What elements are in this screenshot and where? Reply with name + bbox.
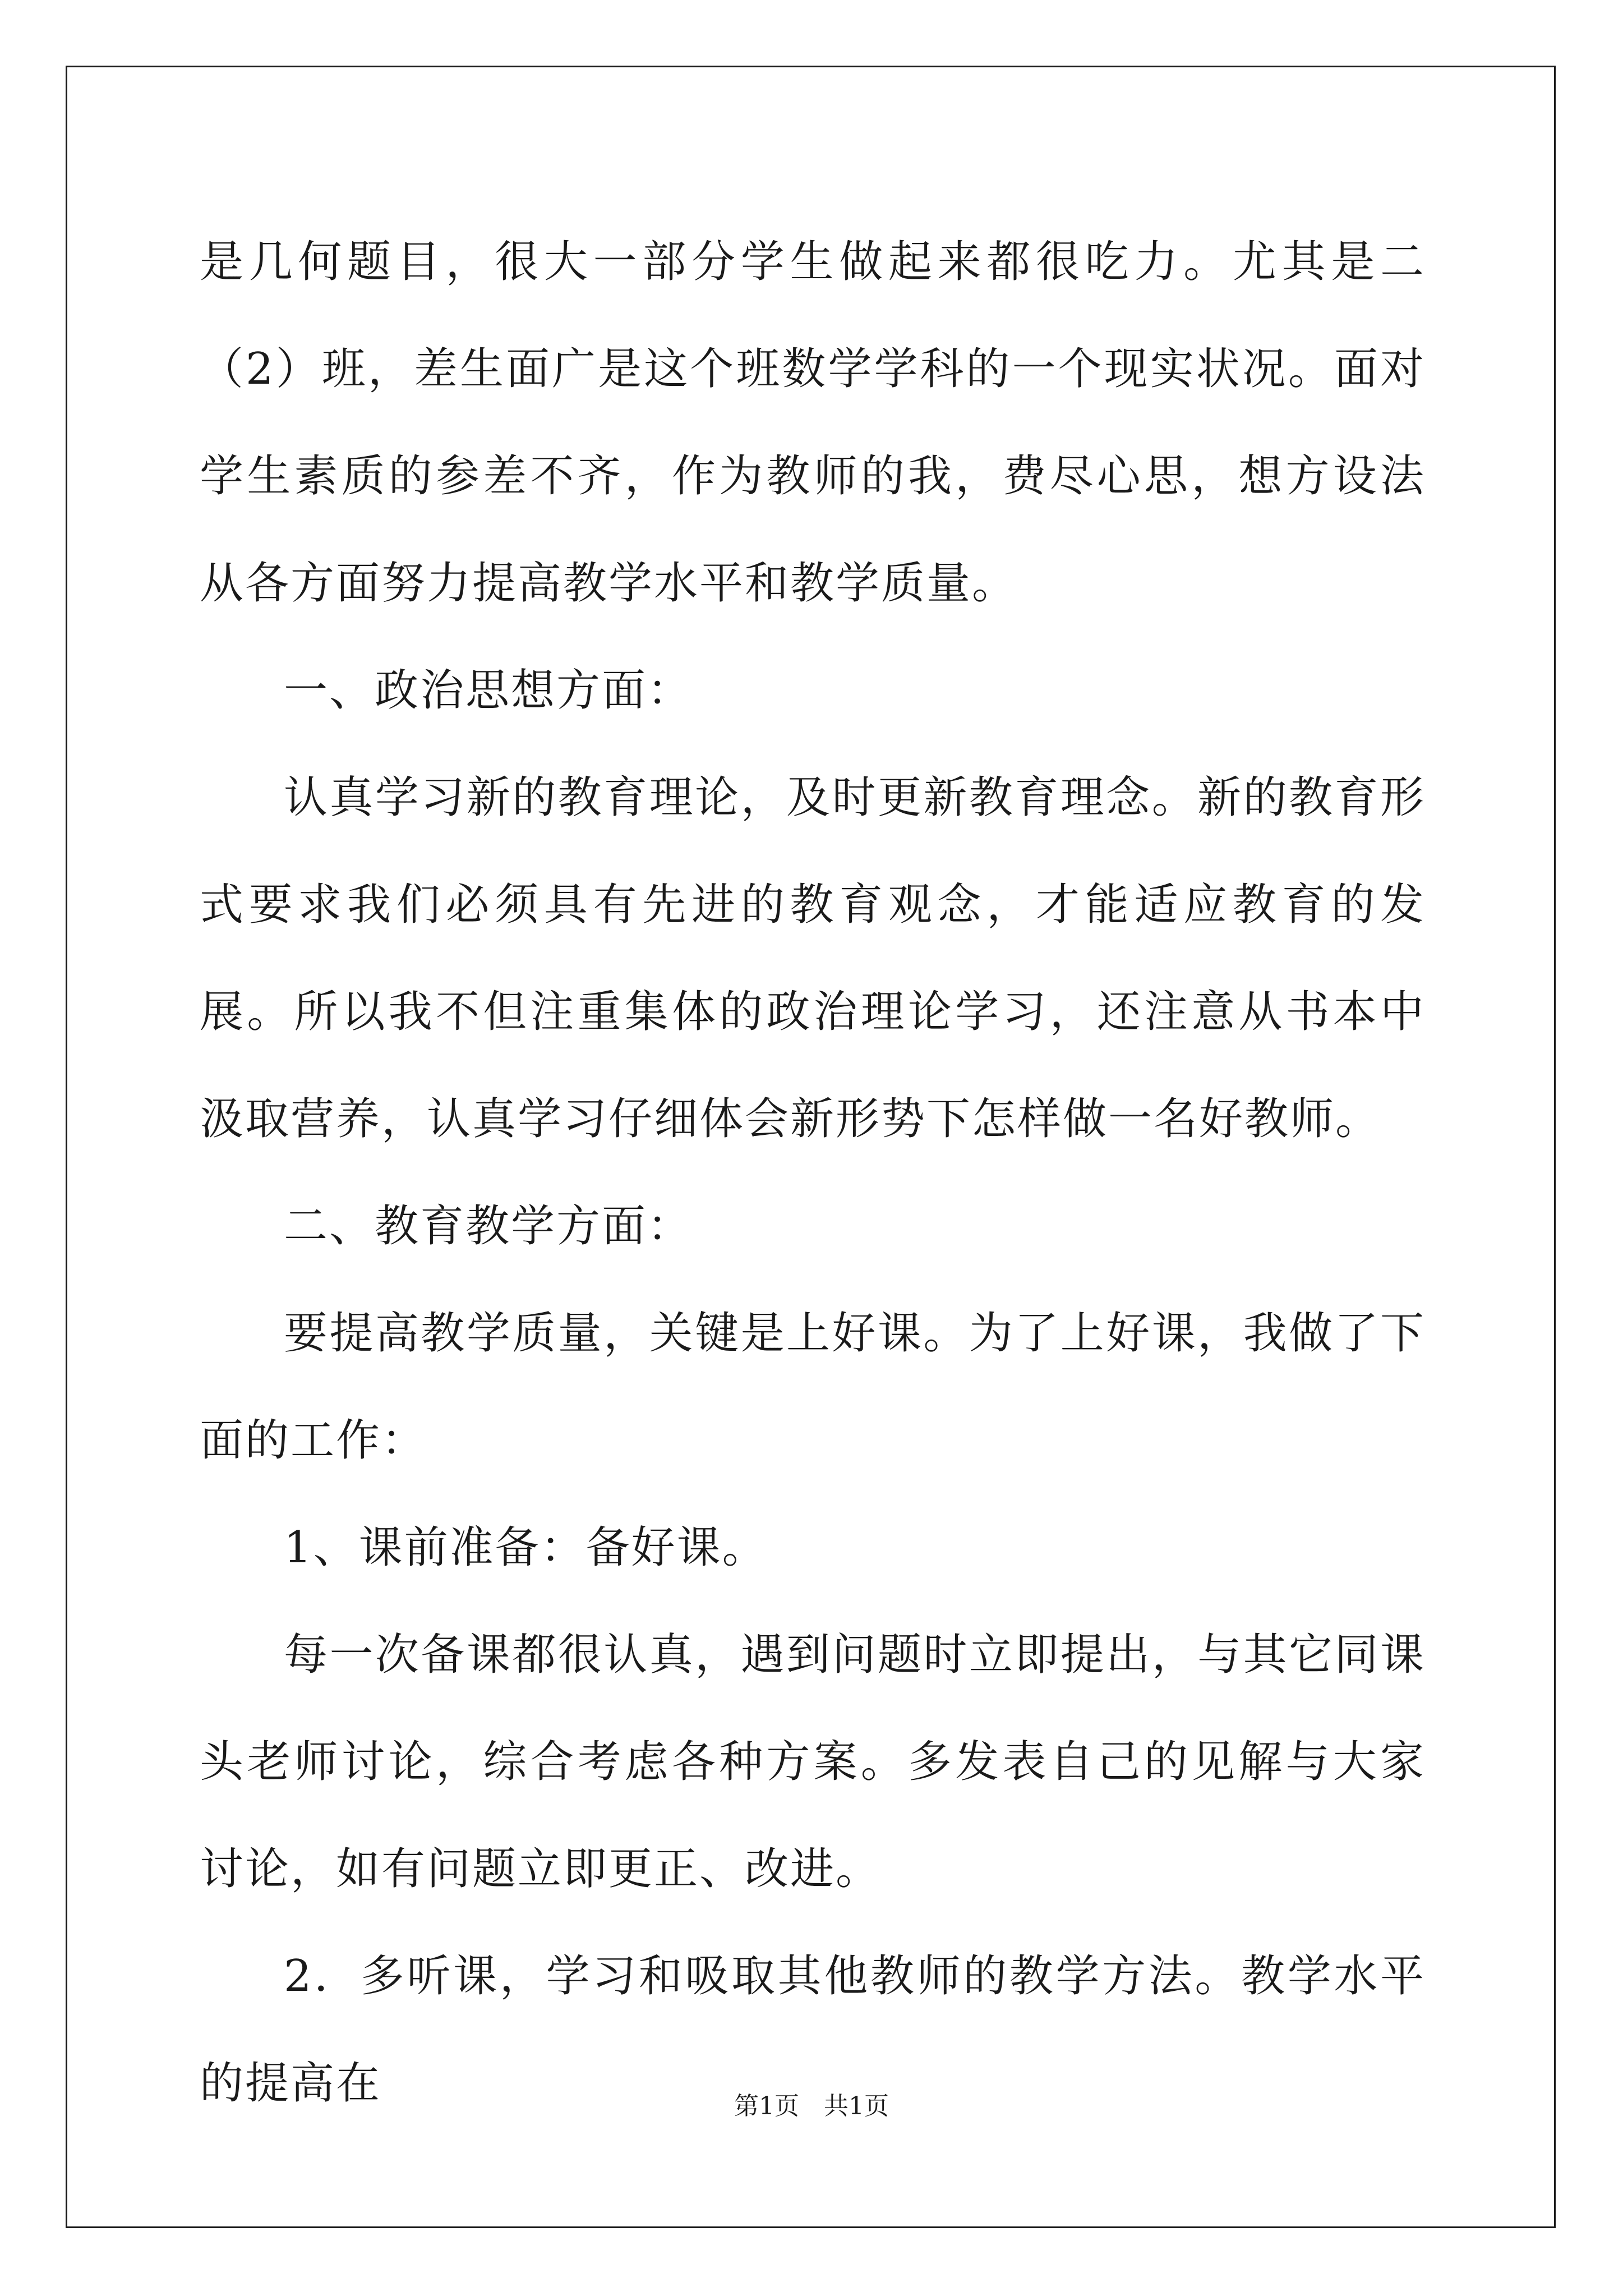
heading-teaching: 二、教育教学方面： [284,1201,693,1251]
document-body [200,209,1426,2137]
heading-political-thought: 一、政治思想方面： [284,665,693,716]
page-footer: 第1页 共1页 [734,2092,889,2120]
subheading-lesson-prep: 1、课前准备：备好课。 [284,1522,768,1573]
paragraph-political-thought: 认真学习新的教育理论，及时更新教育理念。新的教育形式要求我们必须具有先进的教育观念，才能适应教育的发展。所以我不但注重集体的政治理论学习，还注意从书本中汲取营养，认真学习仔细体会新形势下怎样做一名好教师。 [200,772,1426,1144]
paragraph-lesson-prep: 每一次备课都很认真，遇到问题时立即提出，与其它同课头老师讨论，综合考虑各种方案。多发表自己的见解与大家讨论，如有问题立即更正、改进。 [200,1630,1426,1894]
subheading-observe-classes: 2．多听课，学习和吸取其他教师的教学方法。教学水平的提高在 [200,1951,1426,2109]
paragraph-intro: 是几何题目，很大一部分学生做起来都很吃力。尤其是二（2）班，差生面广是这个班数学学科的一个现实状况。面对学生素质的参差不齐，作为教师的我，费尽心思，想方设法从各方面努力提高教学水平和教学质量。 [200,237,1426,609]
paragraph-teaching-intro: 要提高教学质量，关键是上好课。为了上好课，我做了下面的工作： [200,1308,1426,1466]
